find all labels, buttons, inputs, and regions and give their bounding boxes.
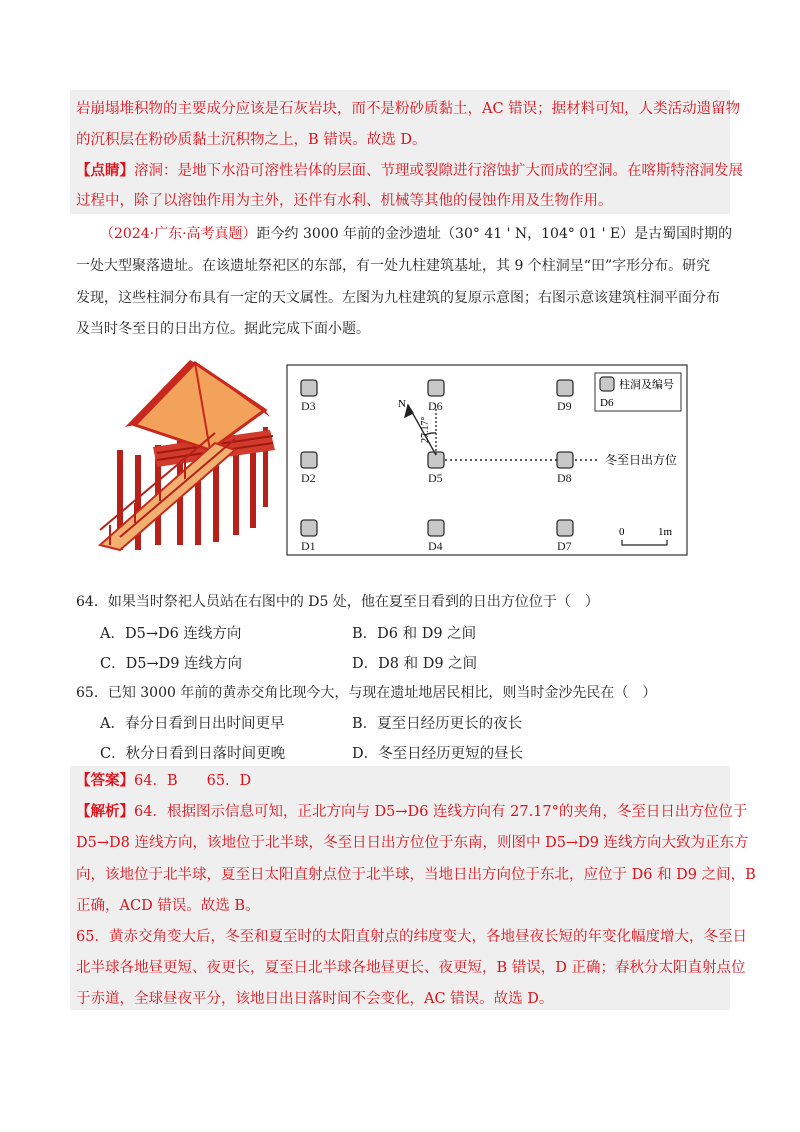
north-label: N: [398, 398, 406, 410]
analysis-line1: [76, 803, 747, 821]
intro-text1: 距今约 3000 年前的金沙遗址（30° 41 ' N，104° 01 ' E）是古蜀国时期的: [256, 226, 733, 242]
intro-line4: 及当时冬至日的日出方位。据此完成下面小题。: [76, 321, 370, 337]
intro-line3: 发现，这些柱洞分布具有一定的天文属性。左图为九柱建筑的复原示意图；右图示意该建筑柱洞平面分布: [76, 290, 720, 306]
q64-option-a[interactable]: A．D5→D6 连线方向: [100, 626, 242, 642]
legend-label: 柱洞及编号: [619, 378, 674, 391]
dianjing-text1: 溶洞：是地下水沿可溶性岩体的层面、节理或裂隙进行溶蚀扩大而成的空洞。在喀斯特溶洞发展: [134, 163, 743, 179]
intro-line2: 一处大型聚落遗址。在该遗址祭祀区的东部，有一处九柱建筑基址，其 9 个柱洞呈“田”字形分布。研究: [76, 258, 711, 274]
label-d7: D7: [557, 539, 572, 553]
analysis-line4: 正确，ACD 错误。故选 B。: [76, 898, 260, 914]
legend-sample-label: D6: [600, 397, 614, 409]
legend-sample-hole: [600, 377, 614, 391]
q64-option-c[interactable]: C．D5→D9 连线方向: [100, 656, 243, 672]
label-d9: D9: [557, 399, 572, 413]
q65-option-a[interactable]: A．春分日看到日出时间更早: [100, 716, 285, 732]
analysis-text1: 64．根据图示信息可知，正北方向与 D5→D6 连线方向有 27.17°的夹角，冬至日日出方位位于: [134, 804, 748, 820]
angle-label: 27.17°: [420, 416, 431, 443]
scale-zero: 0: [619, 526, 625, 538]
post-hole-d4: [428, 520, 444, 536]
post-hole-d3: [301, 380, 317, 396]
nine-pillar-figure: [95, 355, 695, 565]
dianjing-line2: 过程中，除了以溶蚀作用为主外，还伴有水利、机械等其他的侵蚀作用及生物作用。: [76, 193, 613, 209]
analysis-tag: 【解析】: [76, 803, 134, 820]
analysis-line7: 于赤道，全球昼夜平分，该地日出日落时间不会变化，AC 错误。故选 D。: [76, 991, 554, 1007]
post-hole-d8: [557, 452, 573, 468]
dianjing-tag: 【点睛】: [76, 162, 134, 179]
post-hole-d2: [301, 452, 317, 468]
q64-option-d[interactable]: D．D8 和 D9 之间: [352, 656, 478, 672]
answer-line: [76, 772, 251, 790]
analysis-line3: 向，该地位于北半球，夏至日太阳直射点位于北半球，当地日出方向位于东北，应位于 D6 和 D9 之间，B: [76, 867, 756, 883]
intro-line1: [100, 225, 732, 243]
label-d1: D1: [301, 539, 316, 553]
label-d2: D2: [301, 471, 316, 485]
q65-stem: 65．已知 3000 年前的黄赤交角比现今大，与现在遗址地居民相比，则当时金沙先民在（ ）: [76, 685, 657, 701]
sunrise-label: 冬至日出方位: [605, 453, 678, 467]
label-d5: D5: [428, 471, 443, 485]
scale-length: 1m: [658, 526, 673, 538]
post-hole-d1: [301, 520, 317, 536]
q65-option-d[interactable]: D．冬至日经历更短的昼长: [352, 746, 524, 762]
building-illustration: [100, 360, 275, 550]
answer-tag: 【答案】: [76, 772, 134, 789]
label-d3: D3: [301, 399, 316, 413]
post-hole-d7: [557, 520, 573, 536]
label-d8: D8: [557, 471, 572, 485]
label-d6: D6: [428, 399, 443, 413]
analysis-line2: D5→D8 连线方向，该地位于北半球，冬至日日出方位位于东南，则图中 D5→D9 连线方向大致为正东方: [76, 835, 749, 851]
dianjing-line1: [76, 162, 743, 180]
analysis-line5: 65．黄赤交角变大后，冬至和夏至时的太阳直射点的纬度变大，各地昼夜长短的年变化幅度增大，冬至日: [76, 929, 747, 945]
q64-stem: 64．如果当时祭祀人员站在右图中的 D5 处，他在夏至日看到的日出方位位于（ ）: [76, 594, 599, 610]
q65-option-c[interactable]: C．秋分日看到日落时间更晚: [100, 746, 286, 762]
label-d4: D4: [428, 539, 443, 553]
q64-option-b[interactable]: B．D6 和 D9 之间: [352, 626, 477, 642]
post-hole-d6: [428, 380, 444, 396]
prev-analysis-line2: 的沉积层在粉砂质黏土沉积物之上，B 错误。故选 D。: [76, 132, 427, 148]
answer-text: 64．B 65．D: [134, 773, 252, 789]
post-hole-d9: [557, 380, 573, 396]
source-tag: （2024·广东·高考真题）: [100, 226, 257, 242]
analysis-line6: 北半球各地昼更短、夜更长，夏至日北半球各地昼更长、夜更短，B 错误，D 正确；春秋分太阳直射点位: [76, 960, 746, 976]
q65-option-b[interactable]: B．夏至日经历更长的夜长: [352, 716, 523, 732]
prev-analysis-line1: 岩崩塌堆积物的主要成分应该是石灰岩块，而不是粉砂质黏土，AC 错误；据材料可知，人类活动遗留物: [76, 101, 741, 117]
